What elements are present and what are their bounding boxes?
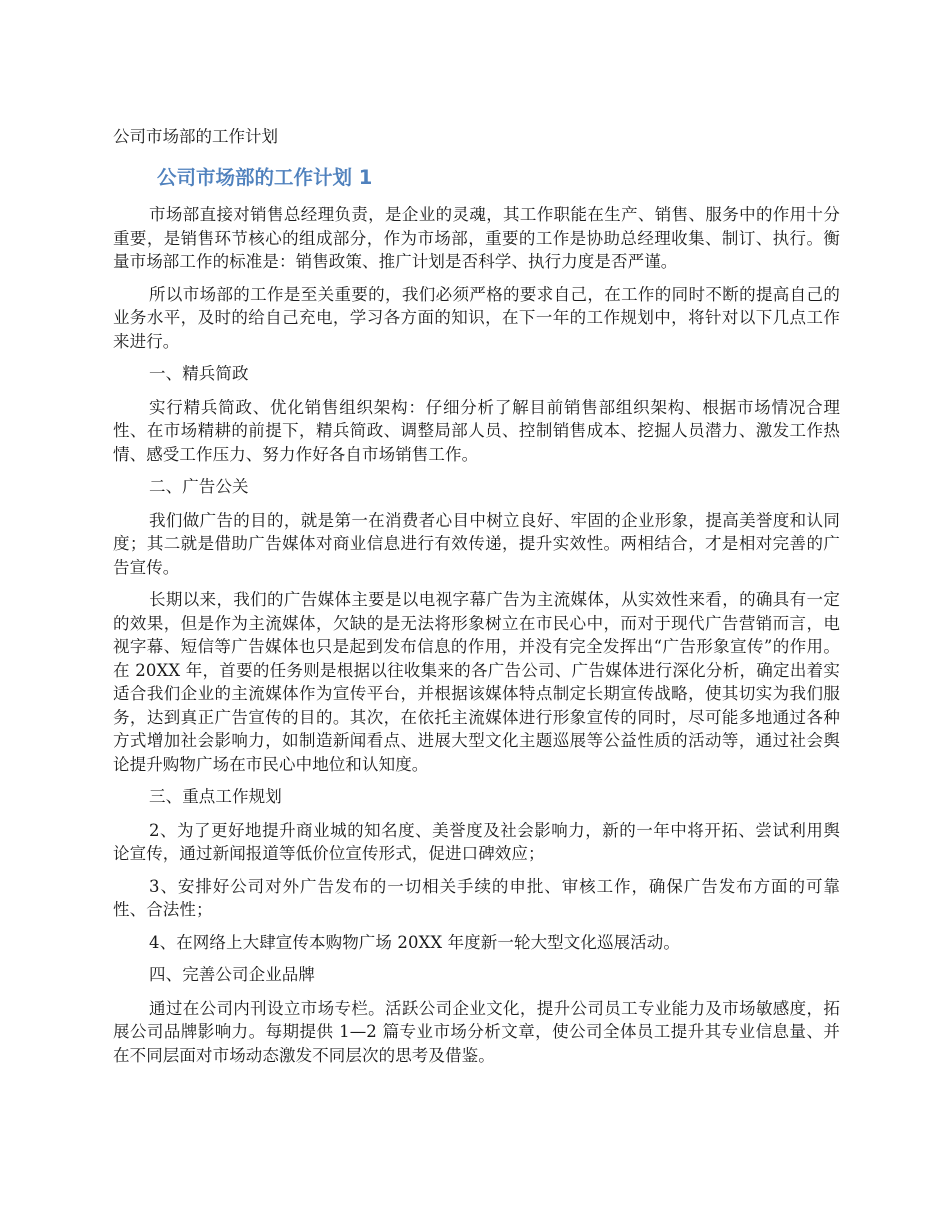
paragraph-section-4: 通过在公司内刊设立市场专栏。活跃公司企业文化，提升公司员工专业能力及市场敏感度，拓展公司品牌影响力。每期提供 1—2 篇专业市场分析文章，使公司全体员工提升其专业信息量、并在不同层面对市场动态激发不同层次的思考及借鉴。 (113, 998, 840, 1065)
section-heading: 公司市场部的工作计划 1 (157, 166, 373, 189)
list-item-2: 2、为了更好地提升商业城的知名度、美誉度及社会影响力，新的一年中将开拓、尝试利用舆论宣传，通过新闻报道等低价位宣传形式，促进口碑效应； (113, 820, 840, 863)
paragraph-importance: 所以市场部的工作是至关重要的，我们必须严格的要求自己，在工作的同时不断的提高自己的业务水平，及时的给自己充电，学习各方面的知识，在下一年的工作规划中，将针对以下几点工作来进行。 (113, 284, 840, 351)
section-title-4: 四、完善公司企业品牌 (149, 965, 315, 984)
paragraph-section-2a: 我们做广告的目的，就是第一在消费者心目中树立良好、牢固的企业形象，提高美誉度和认同度；其二就是借助广告媒体对商业信息进行有效传递，提升实效性。两相结合，才是相对完善的广告宣传。 (113, 510, 840, 577)
section-title-1: 一、精兵简政 (149, 364, 249, 383)
paragraph-section-1: 实行精兵简政、优化销售组织架构：仔细分析了解目前销售部组织架构、根据市场情况合理性、在市场精耕的前提下，精兵简政、调整局部人员、控制销售成本、挖掘人员潜力、激发工作热情、感受工作压力、努力作好各自市场销售工作。 (113, 397, 840, 464)
list-item-4: 4、在网络上大肆宣传本购物广场 20XX 年度新一轮大型文化巡展活动。 (149, 932, 680, 952)
section-title-2: 二、广告公关 (149, 477, 249, 496)
document-title: 公司市场部的工作计划 (113, 127, 278, 146)
paragraph-section-2b: 长期以来，我们的广告媒体主要是以电视字幕广告为主流媒体，从实效性来看，的确具有一定的效果，但是作为主流媒体，欠缺的是无法将形象树立在市民心中，而对于现代广告营销而言，电视字幕、短信等广告媒体也只是起到发布信息的作用，并没有完全发挥出“广告形象宣传”的作用。在 20XX 年，首要的任务则是根据以往收集来的各广告公司、广告媒体进行深化分析，确定出着实适合我们企业的主流媒体作为宣传平台，并根据该媒体特点制定长期宣传战略，使其切实为我们服务，达到真正广告宣传的目的。其次，在依托主流媒体进行形象宣传的同时，尽可能多地通过各种方式增加社会影响力，如制造新闻看点、进展大型文化主题巡展等公益性质的活动等，通过社会舆论提升购物广场在市民心中地位和认知度。 (113, 590, 840, 774)
paragraph-intro: 市场部直接对销售总经理负责，是企业的灵魂，其工作职能在生产、销售、服务中的作用十分重要，是销售环节核心的组成部分，作为市场部，重要的工作是协助总经理收集、制订、执行。衡量市场部工作的标准是：销售政策、推广计划是否科学、执行力度是否严谨。 (113, 205, 840, 271)
section-title-3: 三、重点工作规划 (149, 787, 282, 806)
list-item-3: 3、安排好公司对外广告发布的一切相关手续的申批、审核工作，确保广告发布方面的可靠性、合法性； (113, 876, 840, 919)
document-body (113, 203, 840, 1076)
